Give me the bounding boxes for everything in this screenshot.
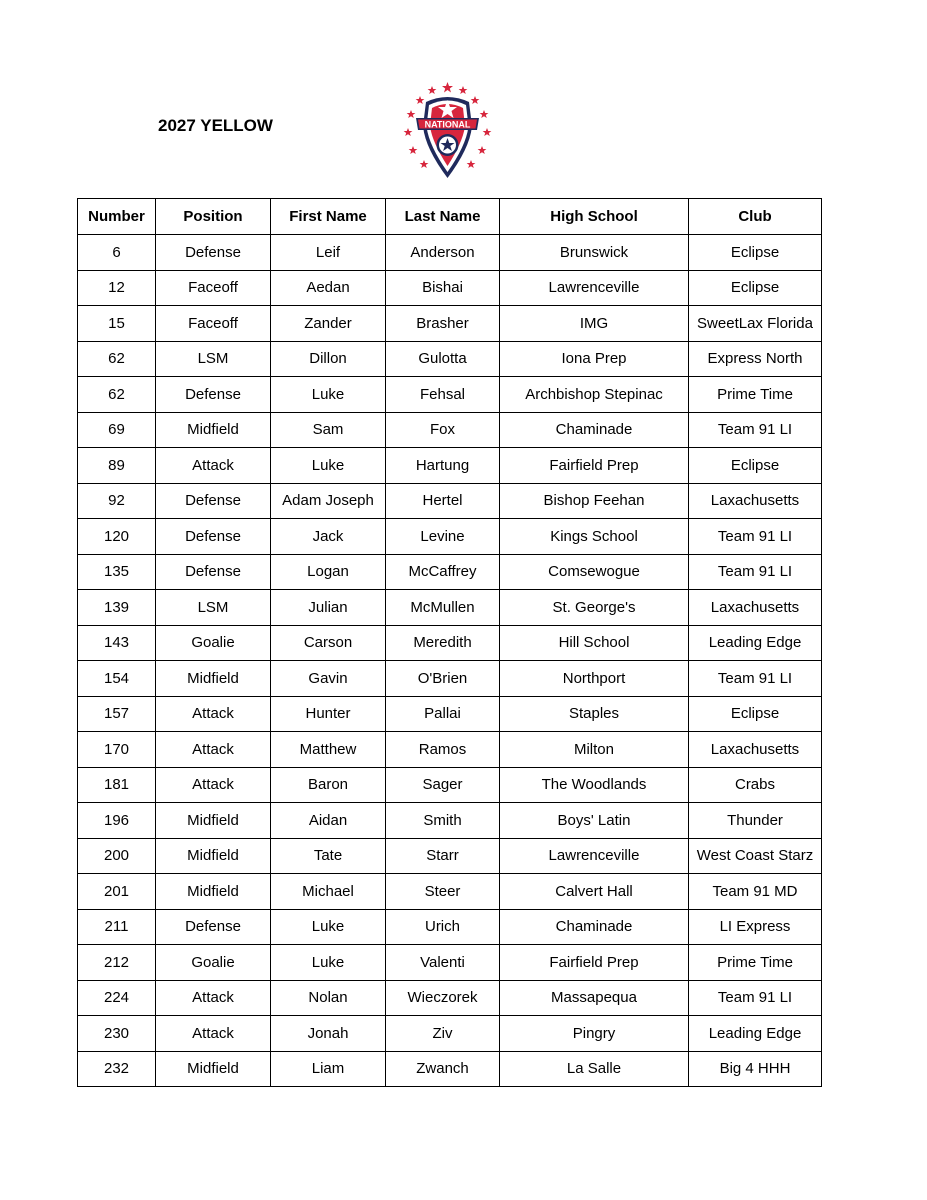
club-cell: Laxachusetts	[689, 590, 822, 626]
high-school-cell: Calvert Hall	[500, 874, 689, 910]
last-name-cell: Urich	[386, 909, 500, 945]
high-school-cell: Fairfield Prep	[500, 945, 689, 981]
position-cell: Defense	[156, 909, 271, 945]
club-cell: Team 91 LI	[689, 661, 822, 697]
table-row	[78, 554, 822, 590]
last-name-cell: Ziv	[386, 1016, 500, 1052]
number-cell: 154	[78, 661, 156, 697]
position-cell: LSM	[156, 341, 271, 377]
logo-wordmark: NATIONAL	[424, 119, 471, 130]
number-cell: 212	[78, 945, 156, 981]
number-cell: 62	[78, 341, 156, 377]
first-name-cell: Tate	[271, 838, 386, 874]
first-name-cell: Gavin	[271, 661, 386, 697]
first-name-cell: Liam	[271, 1051, 386, 1087]
club-cell: Big 4 HHH	[689, 1051, 822, 1087]
number-cell: 232	[78, 1051, 156, 1087]
table-row	[78, 270, 822, 306]
table-row	[78, 590, 822, 626]
last-name-cell: Fehsal	[386, 377, 500, 413]
table-row	[78, 803, 822, 839]
number-cell: 181	[78, 767, 156, 803]
club-cell: West Coast Starz	[689, 838, 822, 874]
position-cell: Attack	[156, 1016, 271, 1052]
club-cell: Prime Time	[689, 945, 822, 981]
first-name-cell: Luke	[271, 945, 386, 981]
position-cell: Attack	[156, 767, 271, 803]
high-school-cell: Iona Prep	[500, 341, 689, 377]
last-name-cell: Pallai	[386, 696, 500, 732]
position-cell: Midfield	[156, 803, 271, 839]
last-name-cell: Starr	[386, 838, 500, 874]
position-cell: Midfield	[156, 838, 271, 874]
table-row	[78, 696, 822, 732]
number-cell: 135	[78, 554, 156, 590]
last-name-cell: Smith	[386, 803, 500, 839]
position-cell: Defense	[156, 377, 271, 413]
number-cell: 69	[78, 412, 156, 448]
position-cell: Attack	[156, 448, 271, 484]
number-cell: 196	[78, 803, 156, 839]
high-school-cell: Boys' Latin	[500, 803, 689, 839]
first-name-cell: Michael	[271, 874, 386, 910]
number-cell: 15	[78, 306, 156, 342]
position-cell: Attack	[156, 732, 271, 768]
table-row	[78, 661, 822, 697]
last-name-cell: Hartung	[386, 448, 500, 484]
last-name-cell: Fox	[386, 412, 500, 448]
club-cell: Laxachusetts	[689, 483, 822, 519]
number-cell: 89	[78, 448, 156, 484]
high-school-cell: Archbishop Stepinac	[500, 377, 689, 413]
table-header-row	[78, 199, 822, 235]
number-cell: 139	[78, 590, 156, 626]
table-row	[78, 838, 822, 874]
column-header-high-school: High School	[500, 199, 689, 235]
number-cell: 201	[78, 874, 156, 910]
first-name-cell: Jack	[271, 519, 386, 555]
first-name-cell: Zander	[271, 306, 386, 342]
club-cell: Team 91 LI	[689, 980, 822, 1016]
high-school-cell: Lawrenceville	[500, 838, 689, 874]
last-name-cell: Levine	[386, 519, 500, 555]
last-name-cell: Wieczorek	[386, 980, 500, 1016]
club-cell: Team 91 LI	[689, 554, 822, 590]
first-name-cell: Hunter	[271, 696, 386, 732]
position-cell: Faceoff	[156, 270, 271, 306]
club-cell: Thunder	[689, 803, 822, 839]
table-row	[78, 235, 822, 271]
first-name-cell: Nolan	[271, 980, 386, 1016]
position-cell: Attack	[156, 696, 271, 732]
last-name-cell: Hertel	[386, 483, 500, 519]
table-row	[78, 412, 822, 448]
number-cell: 6	[78, 235, 156, 271]
table-row	[78, 483, 822, 519]
club-cell: Leading Edge	[689, 625, 822, 661]
position-cell: Attack	[156, 980, 271, 1016]
first-name-cell: Aidan	[271, 803, 386, 839]
table-row	[78, 519, 822, 555]
position-cell: Midfield	[156, 661, 271, 697]
table-row	[78, 448, 822, 484]
position-cell: Midfield	[156, 1051, 271, 1087]
position-cell: Defense	[156, 235, 271, 271]
first-name-cell: Adam Joseph	[271, 483, 386, 519]
position-cell: Defense	[156, 519, 271, 555]
high-school-cell: Lawrenceville	[500, 270, 689, 306]
number-cell: 170	[78, 732, 156, 768]
roster-table	[77, 198, 822, 1087]
table-row	[78, 1016, 822, 1052]
club-cell: SweetLax Florida	[689, 306, 822, 342]
first-name-cell: Jonah	[271, 1016, 386, 1052]
number-cell: 211	[78, 909, 156, 945]
club-cell: Eclipse	[689, 235, 822, 271]
table-row	[78, 341, 822, 377]
first-name-cell: Baron	[271, 767, 386, 803]
club-cell: Prime Time	[689, 377, 822, 413]
position-cell: Faceoff	[156, 306, 271, 342]
number-cell: 12	[78, 270, 156, 306]
number-cell: 92	[78, 483, 156, 519]
club-cell: Eclipse	[689, 270, 822, 306]
last-name-cell: Gulotta	[386, 341, 500, 377]
table-row	[78, 909, 822, 945]
first-name-cell: Julian	[271, 590, 386, 626]
last-name-cell: McCaffrey	[386, 554, 500, 590]
page-title: 2027 YELLOW	[158, 116, 273, 135]
number-cell: 62	[78, 377, 156, 413]
table-row	[78, 945, 822, 981]
high-school-cell: Hill School	[500, 625, 689, 661]
number-cell: 200	[78, 838, 156, 874]
last-name-cell: Steer	[386, 874, 500, 910]
column-header-number: Number	[78, 199, 156, 235]
column-header-position: Position	[156, 199, 271, 235]
roster-body	[78, 235, 822, 1087]
last-name-cell: Zwanch	[386, 1051, 500, 1087]
last-name-cell: Valenti	[386, 945, 500, 981]
club-cell: Team 91 MD	[689, 874, 822, 910]
high-school-cell: IMG	[500, 306, 689, 342]
club-cell: Eclipse	[689, 448, 822, 484]
first-name-cell: Luke	[271, 377, 386, 413]
last-name-cell: O'Brien	[386, 661, 500, 697]
club-cell: LI Express	[689, 909, 822, 945]
high-school-cell: Chaminade	[500, 412, 689, 448]
high-school-cell: Northport	[500, 661, 689, 697]
club-cell: Laxachusetts	[689, 732, 822, 768]
first-name-cell: Logan	[271, 554, 386, 590]
first-name-cell: Luke	[271, 909, 386, 945]
first-name-cell: Dillon	[271, 341, 386, 377]
table-row	[78, 767, 822, 803]
last-name-cell: McMullen	[386, 590, 500, 626]
high-school-cell: La Salle	[500, 1051, 689, 1087]
last-name-cell: Ramos	[386, 732, 500, 768]
number-cell: 224	[78, 980, 156, 1016]
club-cell: Eclipse	[689, 696, 822, 732]
club-cell: Team 91 LI	[689, 412, 822, 448]
high-school-cell: Chaminade	[500, 909, 689, 945]
position-cell: LSM	[156, 590, 271, 626]
high-school-cell: Massapequa	[500, 980, 689, 1016]
last-name-cell: Brasher	[386, 306, 500, 342]
last-name-cell: Anderson	[386, 235, 500, 271]
table-row	[78, 874, 822, 910]
table-row	[78, 732, 822, 768]
table-row	[78, 625, 822, 661]
high-school-cell: St. George's	[500, 590, 689, 626]
table-row	[78, 1051, 822, 1087]
column-header-last-name: Last Name	[386, 199, 500, 235]
position-cell: Goalie	[156, 945, 271, 981]
column-header-club: Club	[689, 199, 822, 235]
table-row	[78, 377, 822, 413]
position-cell: Goalie	[156, 625, 271, 661]
high-school-cell: Staples	[500, 696, 689, 732]
high-school-cell: Milton	[500, 732, 689, 768]
position-cell: Defense	[156, 554, 271, 590]
club-cell: Crabs	[689, 767, 822, 803]
high-school-cell: Comsewogue	[500, 554, 689, 590]
first-name-cell: Matthew	[271, 732, 386, 768]
high-school-cell: Bishop Feehan	[500, 483, 689, 519]
high-school-cell: Fairfield Prep	[500, 448, 689, 484]
number-cell: 230	[78, 1016, 156, 1052]
first-name-cell: Luke	[271, 448, 386, 484]
number-cell: 143	[78, 625, 156, 661]
last-name-cell: Meredith	[386, 625, 500, 661]
position-cell: Midfield	[156, 874, 271, 910]
first-name-cell: Aedan	[271, 270, 386, 306]
table-row	[78, 306, 822, 342]
table-row	[78, 980, 822, 1016]
first-name-cell: Sam	[271, 412, 386, 448]
first-name-cell: Leif	[271, 235, 386, 271]
first-name-cell: Carson	[271, 625, 386, 661]
last-name-cell: Bishai	[386, 270, 500, 306]
number-cell: 157	[78, 696, 156, 732]
last-name-cell: Sager	[386, 767, 500, 803]
high-school-cell: Kings School	[500, 519, 689, 555]
lacrosse-shield-star-logo-icon	[400, 80, 495, 182]
number-cell: 120	[78, 519, 156, 555]
high-school-cell: Pingry	[500, 1016, 689, 1052]
high-school-cell: Brunswick	[500, 235, 689, 271]
high-school-cell: The Woodlands	[500, 767, 689, 803]
club-cell: Leading Edge	[689, 1016, 822, 1052]
club-cell: Team 91 LI	[689, 519, 822, 555]
club-cell: Express North	[689, 341, 822, 377]
column-header-first-name: First Name	[271, 199, 386, 235]
position-cell: Defense	[156, 483, 271, 519]
position-cell: Midfield	[156, 412, 271, 448]
